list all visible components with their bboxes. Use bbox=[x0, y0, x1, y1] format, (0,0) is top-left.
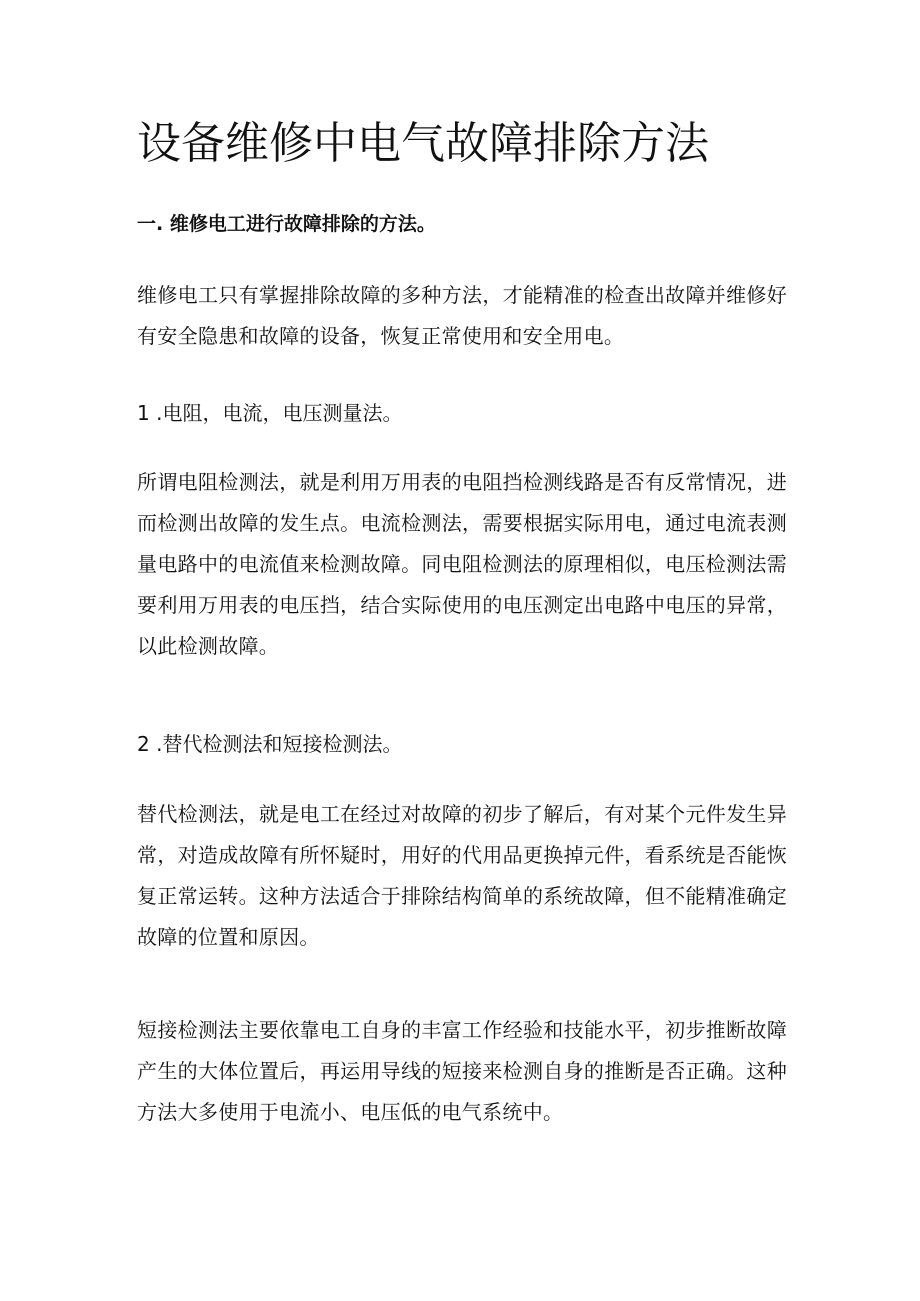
subsection-1-paragraph: 所谓电阻检测法，就是利用万用表的电阻挡检测线路是否有反常情况，进而检测出故障的发生点。电流检测法，需要根据实际用电，通过电流表测量电路中的电流值来检测故障。同电阻检测法的原理相似，电压检测法需要利用万用表的电压挡，结合实际使用的电压测定出电路中电压的异常，以此检测故障。 bbox=[137, 470, 787, 658]
section-heading: 一. 维修电工进行故障排除的方法。 bbox=[137, 213, 436, 235]
subsection-2-heading: 2 .替代检测法和短接检测法。 bbox=[137, 732, 403, 756]
document-title: 设备维修中电气故障排除方法 bbox=[137, 118, 709, 169]
intro-paragraph: 维修电工只有掌握排除故障的多种方法，才能精准的检查出故障并维修好有安全隐患和故障的设备，恢复正常使用和安全用电。 bbox=[137, 283, 787, 348]
subsection-2-paragraph-2: 短接检测法主要依靠电工自身的丰富工作经验和技能水平，初步推断故障产生的大体位置后，再运用导线的短接来检测自身的推断是否正确。这种方法大多使用于电流小、电压低的电气系统中。 bbox=[137, 1018, 787, 1124]
subsection-1-heading: 1 .电阻，电流，电压测量法。 bbox=[137, 401, 403, 425]
subsection-2-paragraph-1: 替代检测法，就是电工在经过对故障的初步了解后，有对某个元件发生异常，对造成故障有所怀疑时，用好的代用品更换掉元件，看系统是否能恢复正常运转。这种方法适合于排除结构简单的系统故障，但不能精准确定故障的位置和原因。 bbox=[137, 802, 787, 949]
